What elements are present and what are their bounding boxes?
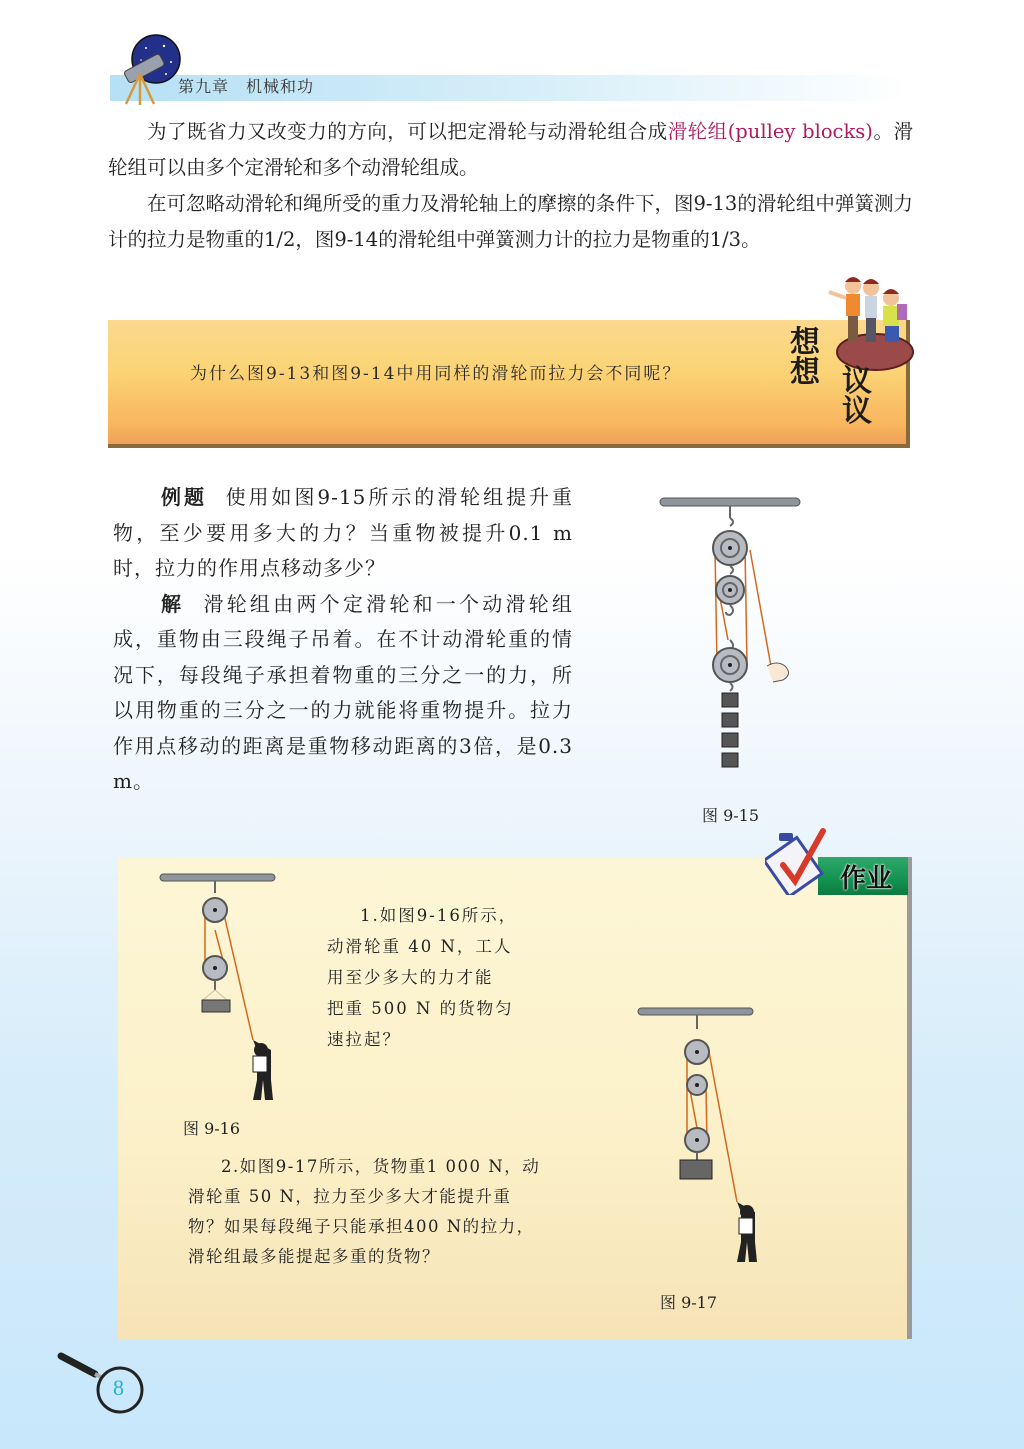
homework-label: 作业 [840,864,893,894]
example-section [113,480,573,800]
page-number: 8 [113,1375,124,1400]
figure-9-15-caption: 图 9-15 [702,806,760,825]
chapter-title: 第九章 机械和功 [178,77,315,96]
figure-9-17-caption: 图 9-17 [660,1293,718,1312]
example-label: 例题 [161,485,207,509]
example-solution: 解 滑轮组由两个定滑轮和一个动滑轮组成，重物由三段绳子吊着。在不计动滑轮重的情况下，每段绳子承担着物重的三分之一的力，所以用物重的三分之一的力就能将重物提升。拉力作用点移动的距离是重物移动距离的3倍，是0.3 m。 [113,591,574,793]
term-pulley-blocks: 滑轮组(pulley blocks) [667,120,873,143]
intro-paragraph-1: 为了既省力又改变力的方向，可以把定滑轮与动滑轮组合成滑轮组(pulley blocks)。滑轮组可以由多个定滑轮和多个动滑轮组成。 [108,120,913,179]
example-question: 例题 使用如图9-15所示的滑轮组提升重物，至少要用多大的力？当重物被提升0.1 m时，拉力的作用点移动多少？ [113,485,574,580]
figure-9-17-pulley-diagram [635,1000,785,1270]
discussion-question: 为什么图9-13和图9-14中用同样的滑轮而拉力会不同呢？ [190,364,682,384]
figure-9-15-pulley-diagram [655,490,815,780]
figure-9-16-pulley-diagram [155,868,305,1108]
figure-9-16-caption: 图 9-16 [183,1119,241,1138]
telescope-icon [116,34,186,106]
solution-label: 解 [161,591,185,616]
intro-paragraph-2: 在可忽略动滑轮和绳所受的重力及滑轮轴上的摩擦的条件下，图9-13的滑轮组中弹簧测力计的拉力是物重的1/2，图9-14的滑轮组中弹簧测力计的拉力是物重的1/3。 [108,192,913,251]
homework-question-1: 1.如图9-16所示， 动滑轮重 40 N，工人 用至少多大的力才能 把重 500 N 的货物匀 速拉起？ [327,906,518,1049]
discussion-label-discuss: 议议 [842,364,872,429]
homework-question-2: 2.如图9-17所示，货物重1 000 N，动 滑轮重 50 N，拉力至少多大才能提升重 物？如果每段绳子只能承担400 N的拉力， 滑轮组最多能提起多重的货物？ [188,1157,541,1266]
intro-text [108,114,913,258]
discussion-label-think: 想想 [790,325,820,390]
magnifier-icon [55,1350,150,1420]
clipboard-check-icon [765,825,835,895]
